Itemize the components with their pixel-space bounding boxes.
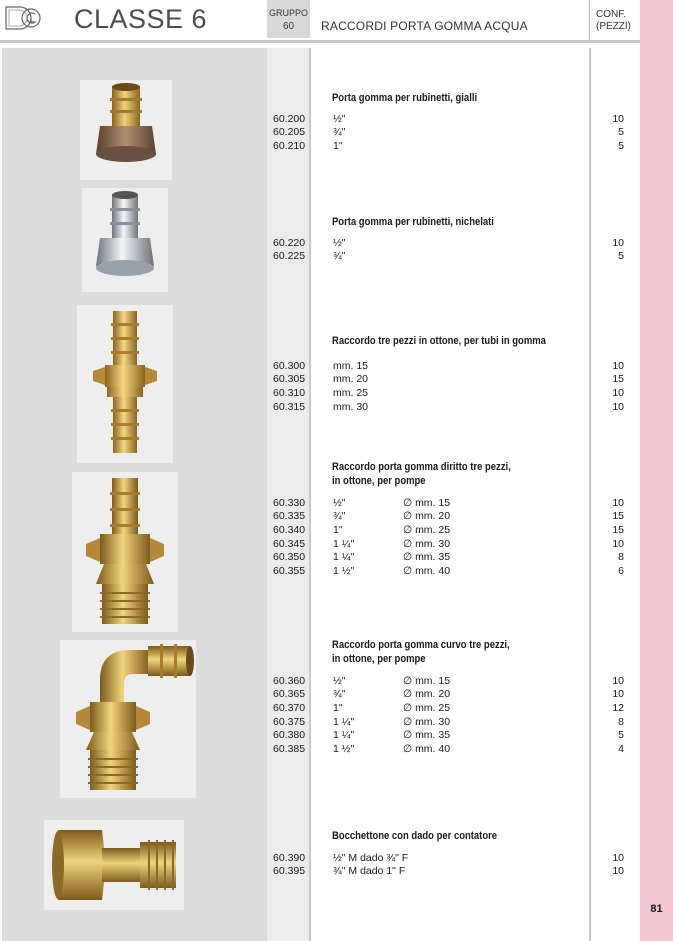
product-code: 60.340 — [273, 524, 306, 536]
product-title-line2: in ottone, per pompe — [332, 653, 426, 665]
product-code: 60.365 — [273, 688, 306, 700]
product-code: 60.315 — [273, 401, 306, 413]
product-code: 60.225 — [273, 250, 306, 262]
conf-header: CONF. — [596, 9, 626, 20]
product-qty: 10 — [612, 865, 624, 877]
product-code: 60.350 — [273, 551, 306, 563]
product-diameter: ∅ mm. 40 — [403, 743, 451, 755]
product-code: 60.355 — [273, 565, 306, 577]
product-size: 1" — [333, 702, 343, 714]
product-qty: 10 — [612, 360, 624, 372]
product-size: ½" — [333, 113, 346, 125]
product-diameter: ∅ mm. 30 — [403, 716, 451, 728]
group-box — [267, 0, 310, 38]
product-title: Bocchettone con dado per contatore — [332, 830, 498, 842]
product-code: 60.380 — [273, 729, 306, 741]
product-qty: 10 — [612, 538, 624, 550]
product-code: 60.370 — [273, 702, 306, 714]
product-title: Raccordo porta gomma curvo tre pezzi, — [332, 639, 510, 651]
product-diameter: ∅ mm. 25 — [403, 702, 451, 714]
product-qty: 10 — [612, 497, 624, 509]
brand-logo-icon — [4, 4, 42, 32]
product-image-hose-tail-nickel — [82, 188, 168, 292]
product-title-line2: in ottone, per pompe — [332, 475, 426, 487]
product-image-meter-union — [44, 820, 184, 910]
product-code: 60.390 — [273, 852, 306, 864]
product-size: 1" — [333, 140, 343, 152]
product-qty: 10 — [612, 688, 624, 700]
product-diameter: ∅ mm. 25 — [403, 524, 451, 536]
product-diameter: ∅ mm. 35 — [403, 729, 451, 741]
product-title: Raccordo tre pezzi in ottone, per tubi in gomma — [332, 335, 546, 347]
product-size: mm. 15 — [333, 360, 369, 372]
product-qty: 8 — [618, 716, 624, 728]
product-qty: 10 — [612, 401, 624, 413]
product-code: 60.335 — [273, 510, 306, 522]
product-code: 60.305 — [273, 373, 306, 385]
product-code: 60.300 — [273, 360, 306, 372]
product-qty: 10 — [612, 852, 624, 864]
product-code: 60.345 — [273, 538, 306, 550]
product-size: 1 ¼" — [333, 551, 355, 563]
product-qty: 15 — [612, 373, 624, 385]
product-title: Porta gomma per rubinetti, nichelati — [332, 216, 494, 228]
product-qty: 10 — [612, 675, 624, 687]
product-qty: 15 — [612, 524, 624, 536]
product-diameter: ∅ mm. 15 — [403, 497, 451, 509]
product-size: ¾" — [333, 250, 346, 262]
product-diameter: ∅ mm. 35 — [403, 551, 451, 563]
product-size: mm. 30 — [333, 401, 369, 413]
product-size: 1" — [333, 524, 343, 536]
class-title: CLASSE 6 — [74, 4, 208, 34]
product-title: Raccordo porta gomma diritto tre pezzi, — [332, 461, 511, 473]
product-code: 60.220 — [273, 237, 306, 249]
product-size: mm. 20 — [333, 373, 369, 385]
product-qty: 8 — [618, 551, 624, 563]
product-diameter: ∅ mm. 15 — [403, 675, 451, 687]
product-qty: 5 — [618, 250, 624, 262]
group-title: RACCORDI PORTA GOMMA ACQUA — [321, 19, 528, 33]
product-code: 60.375 — [273, 716, 306, 728]
product-qty: 5 — [618, 729, 624, 741]
product-qty: 6 — [618, 565, 624, 577]
product-size: ¾" — [333, 510, 346, 522]
header-divider — [589, 0, 590, 40]
product-size: ½" — [333, 237, 346, 249]
product-image-curved-pump-coupling — [60, 640, 196, 798]
product-qty: 10 — [612, 387, 624, 399]
product-code: 60.395 — [273, 865, 306, 877]
product-diameter: ∅ mm. 30 — [403, 538, 451, 550]
product-size: ½" M dado ¾" F — [333, 852, 409, 864]
product-size: 1 ½" — [333, 743, 355, 755]
column-divider — [589, 48, 591, 941]
column-divider — [309, 48, 311, 941]
product-qty: 15 — [612, 510, 624, 522]
product-size: mm. 25 — [333, 387, 369, 399]
product-size: ¾" — [333, 688, 346, 700]
product-qty: 5 — [618, 126, 624, 138]
product-size: 1 ¼" — [333, 729, 355, 741]
product-image-straight-pump-coupling — [72, 472, 178, 632]
product-size: ¾" — [333, 126, 346, 138]
page-number: 81 — [650, 903, 663, 915]
product-code: 60.330 — [273, 497, 306, 509]
product-code: 60.360 — [273, 675, 306, 687]
product-qty: 10 — [612, 237, 624, 249]
product-size: ¾" M dado 1" F — [333, 865, 406, 877]
product-qty: 10 — [612, 113, 624, 125]
product-diameter: ∅ mm. 40 — [403, 565, 451, 577]
product-code: 60.210 — [273, 140, 306, 152]
product-diameter: ∅ mm. 20 — [403, 510, 451, 522]
product-size: ½" — [333, 675, 346, 687]
product-image-three-piece-coupling — [77, 305, 173, 463]
product-code: 60.200 — [273, 113, 306, 125]
product-size: 1 ¼" — [333, 538, 355, 550]
product-code: 60.385 — [273, 743, 306, 755]
conf-header-sub: (PEZZI) — [596, 21, 631, 32]
product-diameter: ∅ mm. 20 — [403, 688, 451, 700]
product-qty: 5 — [618, 140, 624, 152]
code-column — [267, 48, 310, 941]
side-color-band — [640, 0, 673, 941]
product-size: 1 ¼" — [333, 716, 355, 728]
product-size: ½" — [333, 497, 346, 509]
group-number: 60 — [282, 21, 295, 32]
product-code: 60.205 — [273, 126, 306, 138]
header-rule — [0, 40, 640, 43]
group-label: GRUPPO — [268, 8, 308, 18]
product-qty: 4 — [618, 743, 624, 755]
product-qty: 12 — [612, 702, 624, 714]
product-size: 1 ½" — [333, 565, 355, 577]
product-image-hose-tail-yellow — [80, 80, 172, 180]
product-code: 60.310 — [273, 387, 306, 399]
product-title: Porta gomma per rubinetti, gialli — [332, 92, 478, 104]
